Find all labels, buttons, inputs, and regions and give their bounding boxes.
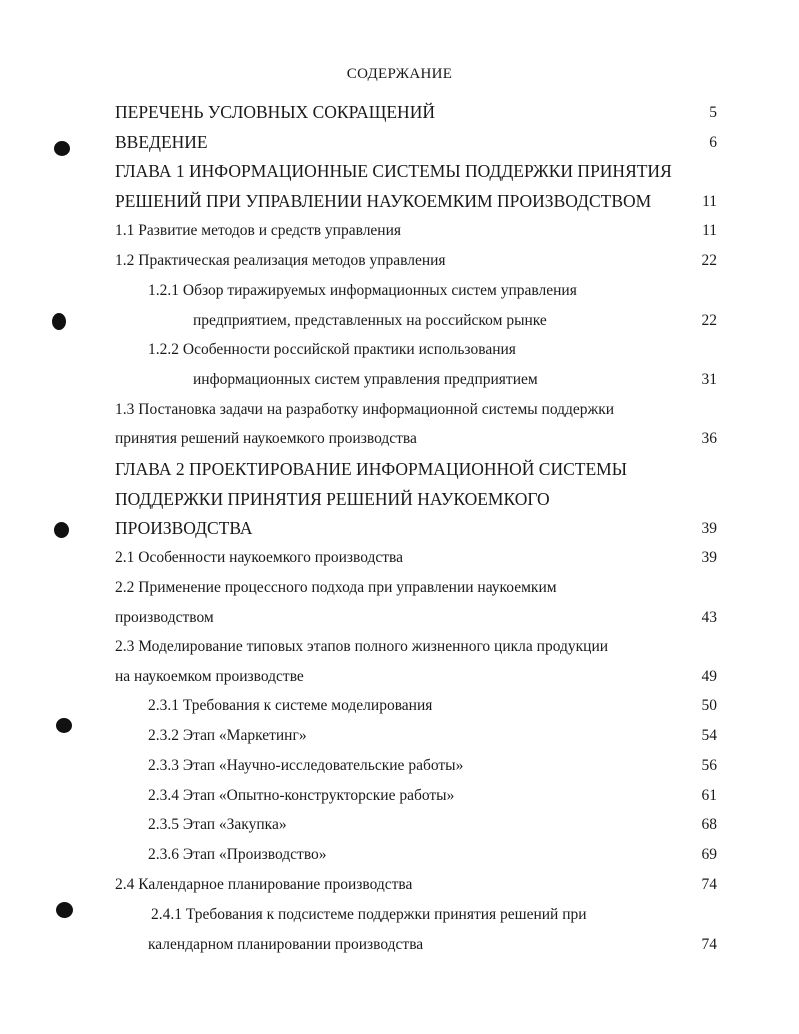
toc-entry: 2.3.1 Требования к системе моделирования xyxy=(148,697,433,714)
toc-page-number: 11 xyxy=(702,193,717,210)
punch-hole-mark xyxy=(54,141,70,156)
punch-hole-mark xyxy=(52,313,66,330)
toc-page-number: 61 xyxy=(701,787,717,804)
toc-page-number: 50 xyxy=(701,697,717,714)
toc-page-number: 11 xyxy=(702,222,717,239)
toc-entry: 2.2 Применение процессного подхода при управлении наукоемким xyxy=(115,579,557,596)
toc-page-number: 43 xyxy=(701,609,717,626)
punch-hole-mark xyxy=(54,522,69,538)
toc-entry: ГЛАВА 1 ИНФОРМАЦИОННЫЕ СИСТЕМЫ ПОДДЕРЖКИ ПРИНЯТИЯ xyxy=(115,161,672,181)
punch-hole-mark xyxy=(56,718,72,733)
toc-entry: календарном планировании производства xyxy=(148,936,424,953)
toc-entry: ПЕРЕЧЕНЬ УСЛОВНЫХ СОКРАЩЕНИЙ xyxy=(115,102,435,122)
toc-entry: 2.4 Календарное планирование производства xyxy=(115,876,413,893)
toc-page-number: 74 xyxy=(701,936,717,953)
toc-entry: 2.3.6 Этап «Производство» xyxy=(148,846,327,863)
toc-entry: производством xyxy=(115,609,214,626)
toc-entry: 2.3.4 Этап «Опытно-конструкторские работы» xyxy=(148,787,455,804)
toc-entry: 2.4.1 Требования к подсистеме поддержки принятия решений при xyxy=(151,906,587,923)
toc-page-number: 56 xyxy=(701,757,717,774)
toc-page-number: 6 xyxy=(709,134,717,151)
toc-page-number: 31 xyxy=(701,371,717,388)
toc-page-number: 74 xyxy=(701,876,717,893)
toc-entry: 1.3 Постановка задачи на разработку информационной системы поддержки xyxy=(115,401,615,418)
toc-page-number: 39 xyxy=(701,549,717,566)
toc-page-number: 69 xyxy=(701,846,717,863)
toc-page-number: 39 xyxy=(701,520,717,537)
toc-page-number: 22 xyxy=(701,252,717,269)
toc-entry: информационных систем управления предприятием xyxy=(193,371,538,388)
toc-entry: РЕШЕНИЙ ПРИ УПРАВЛЕНИИ НАУКОЕМКИМ ПРОИЗВОДСТВОМ xyxy=(115,191,652,211)
toc-entry: 2.3 Моделирование типовых этапов полного жизненного цикла продукции xyxy=(115,638,609,655)
toc-entry: 2.1 Особенности наукоемкого производства xyxy=(115,549,404,566)
toc-entry: 1.2 Практическая реализация методов управления xyxy=(115,252,446,269)
toc-entry: 1.2.2 Особенности российской практики использования xyxy=(148,341,516,358)
toc-entry: ПРОИЗВОДСТВА xyxy=(115,518,253,538)
toc-page-number: 36 xyxy=(701,430,717,447)
toc-entry: принятия решений наукоемкого производства xyxy=(115,430,417,447)
toc-entry: ПОДДЕРЖКИ ПРИНЯТИЯ РЕШЕНИЙ НАУКОЕМКОГО xyxy=(115,489,550,509)
toc-entry: 2.3.5 Этап «Закупка» xyxy=(148,816,287,833)
toc-entry: на наукоемком производстве xyxy=(115,668,304,685)
toc-entry: 1.2.1 Обзор тиражируемых информационных систем управления xyxy=(148,282,577,299)
toc-page-number: 54 xyxy=(701,727,717,744)
toc-entry: ВВЕДЕНИЕ xyxy=(115,132,208,152)
toc-page-number: 49 xyxy=(701,668,717,685)
toc-entry: 2.3.2 Этап «Маркетинг» xyxy=(148,727,307,744)
page-title: СОДЕРЖАНИЕ xyxy=(346,66,453,82)
toc-entry: ГЛАВА 2 ПРОЕКТИРОВАНИЕ ИНФОРМАЦИОННОЙ СИСТЕМЫ xyxy=(115,459,627,479)
toc-entry: 1.1 Развитие методов и средств управления xyxy=(115,222,402,239)
toc-entry: 2.3.3 Этап «Научно-исследовательские работы» xyxy=(148,757,464,774)
toc-entry: предприятием, представленных на российском рынке xyxy=(193,312,547,329)
toc-page-number: 22 xyxy=(701,312,717,329)
punch-hole-mark xyxy=(56,902,73,918)
toc-page-number: 68 xyxy=(701,816,717,833)
toc-page-number: 5 xyxy=(709,104,717,121)
